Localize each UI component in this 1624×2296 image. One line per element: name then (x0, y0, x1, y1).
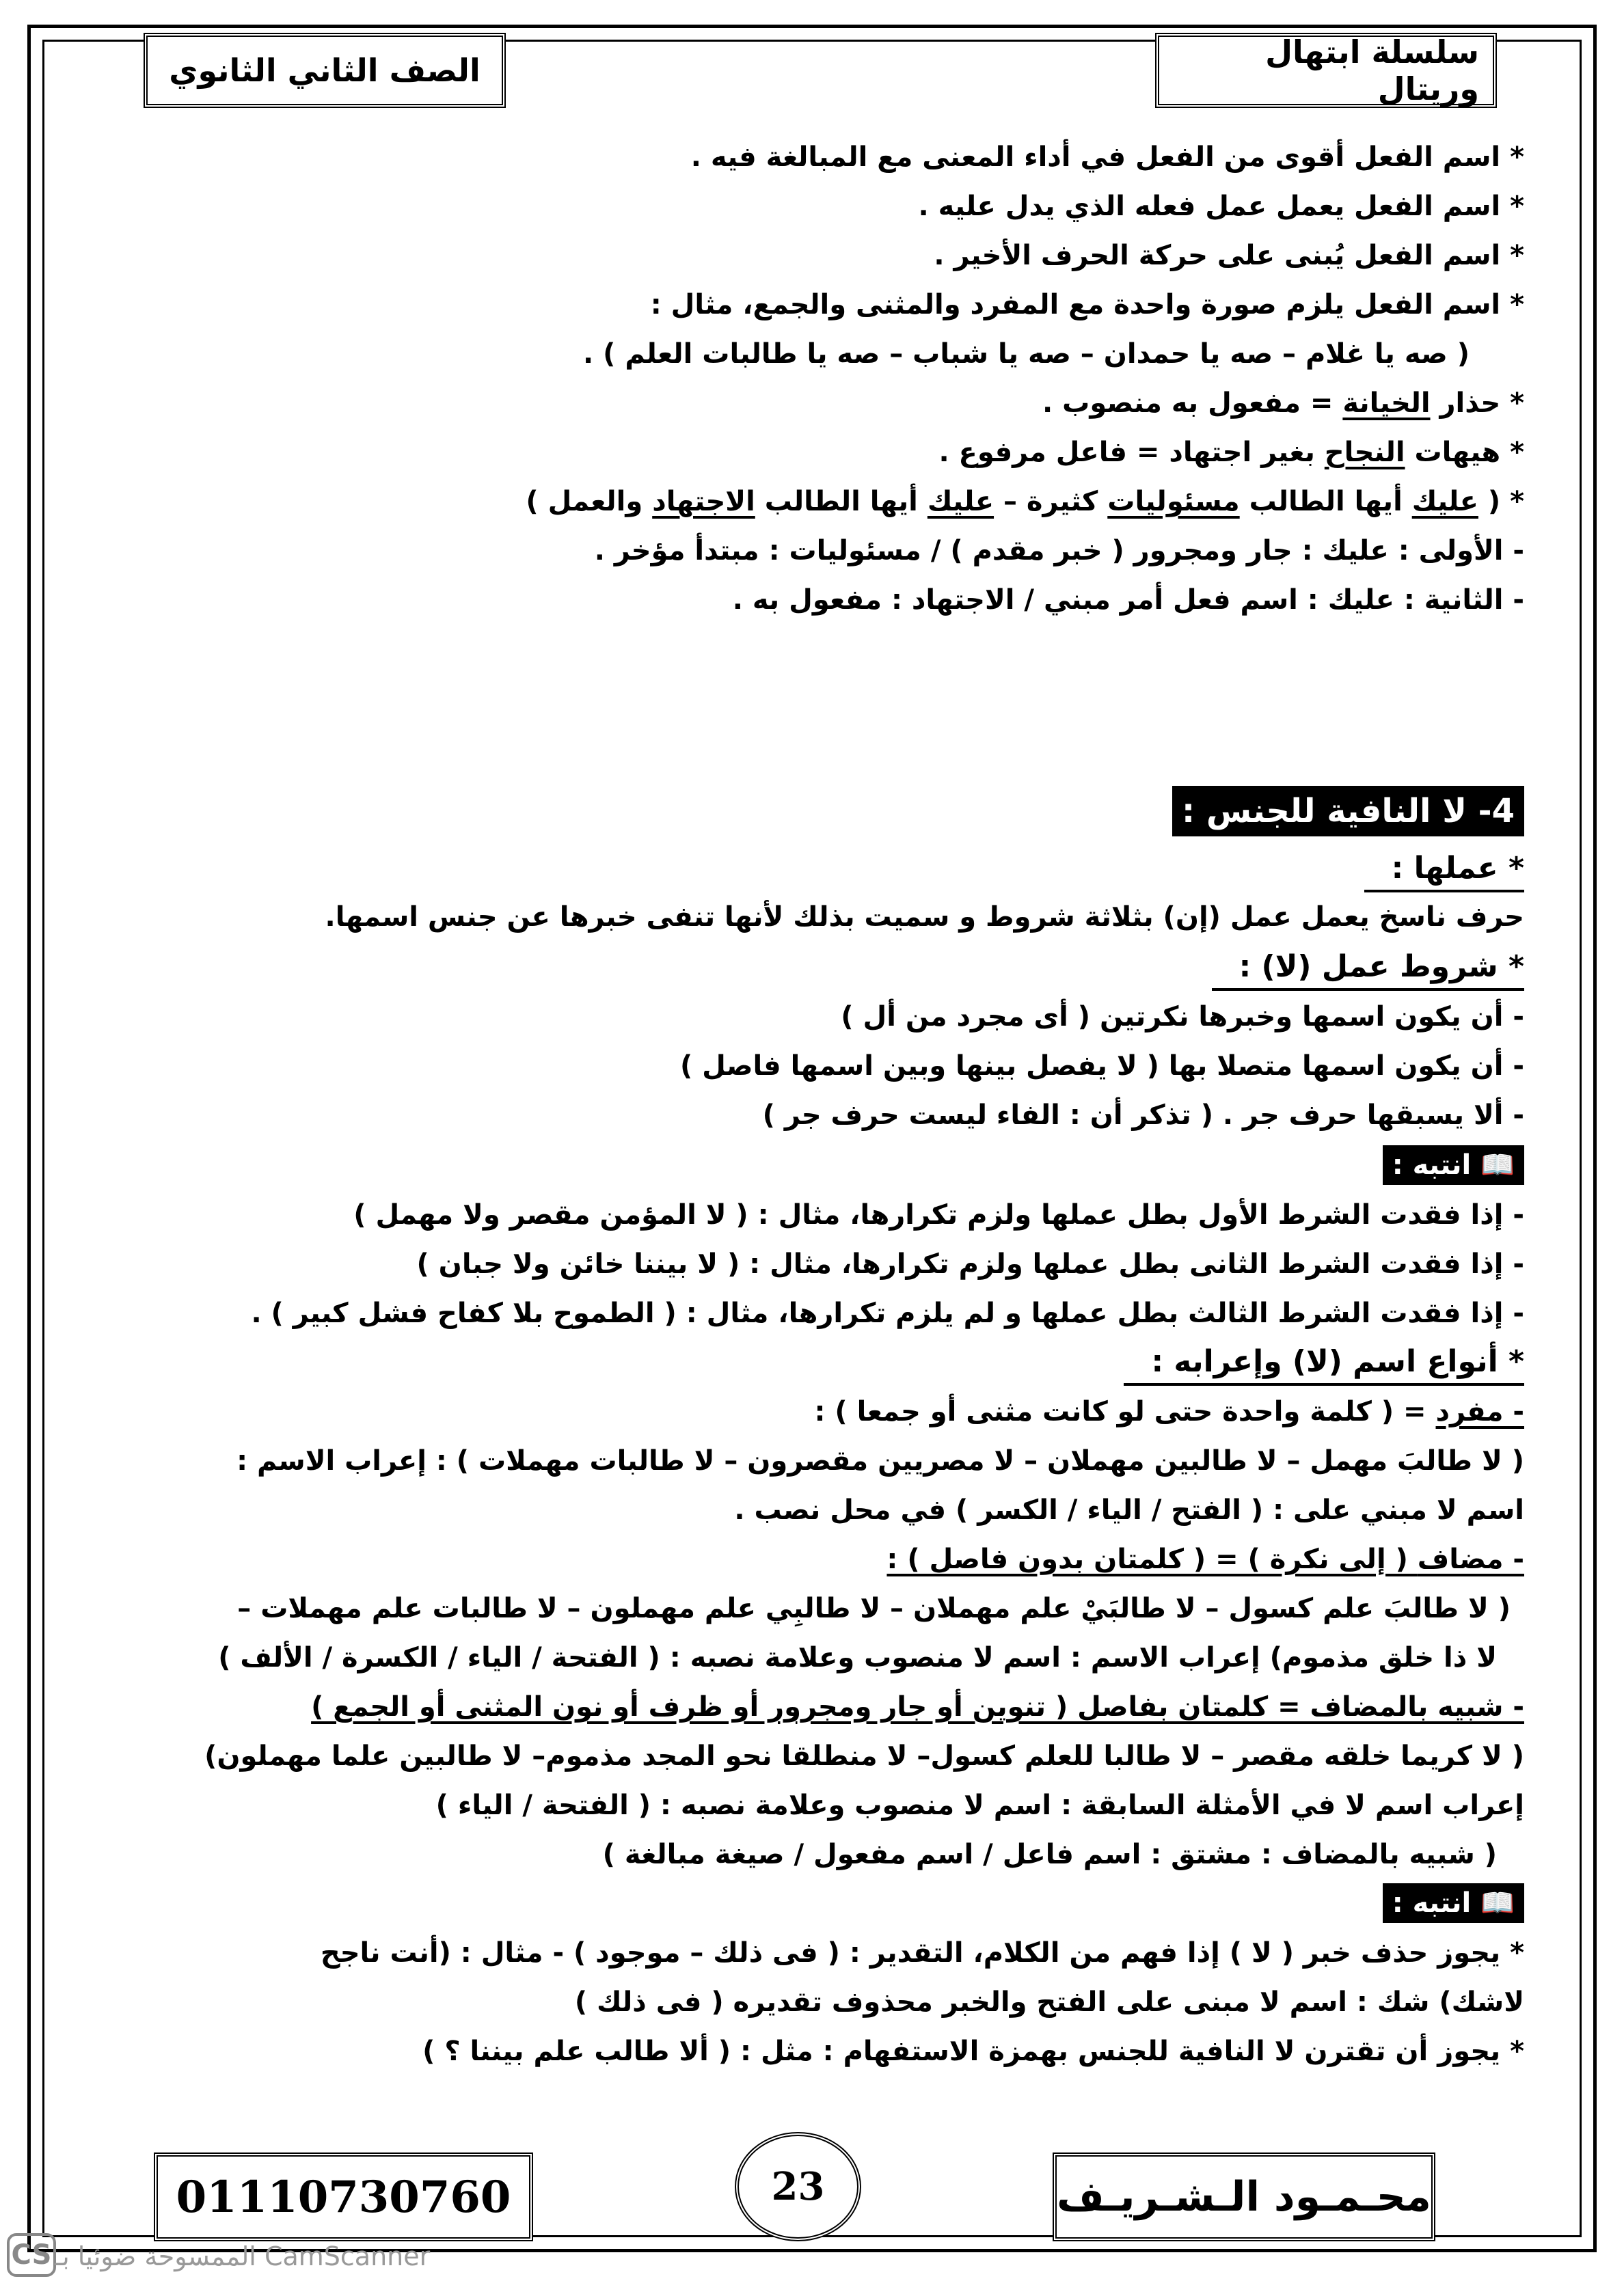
camscanner-logo (7, 2233, 56, 2277)
grade-title: الصف الثاني الثانوي (169, 52, 481, 89)
text-line: ( شبيه بالمضاف : مشتق : اسم فاعل / اسم مفعول / صيغة مبالغة ) (602, 1839, 1497, 1870)
camscanner-watermark: الممسوحة ضوئيا بـ CamScanner (55, 2241, 431, 2271)
text-line: حرف ناسخ يعمل عمل (إن) بثلاثة شروط و سميت بذلك لأنها تنفى خبرها عن جنس اسمها. (325, 901, 1524, 933)
line-part: بغير اجتهاد = فاعل مرفوع . (938, 437, 1325, 468)
text-line: ( صه يا غلام – صه يا حمدان – صه يا شباب – صه يا طالبات العلم ) . (583, 338, 1470, 370)
note-badge (1383, 1883, 1524, 1923)
phone-number: 01110730760 (176, 2171, 511, 2223)
book-icon: 📖 (1471, 1149, 1515, 1181)
underlined-word: النجاح (1324, 437, 1405, 468)
hadhar-line (1042, 383, 1524, 424)
text-line: ( لا طالبَ مهمل – لا طالبين مهملان – لا مصريين مقصرون – لا طالبات مهملات ) : إعراب الاسم : (236, 1445, 1524, 1477)
mudaf-line (887, 1539, 1524, 1580)
line-part: ( إلى نكرة ) = ( كلمتان بدون فاصل ) : (887, 1544, 1418, 1575)
camscanner-logo-text: CS (11, 2239, 52, 2271)
text-line: ( لا كريما خلقه مقصر – لا طالبا للعلم كسول– لا منطلقا نحو المجد مذموم– لا طالبين علما مهملون) (204, 1740, 1524, 1772)
text-line: إعراب اسم لا في الأمثلة السابقة : اسم لا منصوب وعلامة نصبه : ( الفتحة / الياء ) (435, 1790, 1524, 1821)
line-part: والعمل ) (526, 486, 653, 517)
line-part: * ( (1478, 486, 1524, 517)
note-item: - إذا فقدت الشرط الثالث بطل عملها و لم يلزم تكرارها، مثال : ( الطموح بلا كفاح فشل كبير ) . (251, 1298, 1524, 1329)
page-number: 23 (771, 2164, 825, 2209)
underlined-word: - مفرد (1435, 1396, 1524, 1427)
line-part: أيها الطالب (1239, 486, 1412, 517)
author-box (1053, 2152, 1435, 2241)
line-part: * حذار (1430, 387, 1524, 419)
work-heading: * عملها : (1364, 847, 1524, 892)
text-line: * اسم الفعل يُبنى على حركة الحرف الأخير . (934, 240, 1524, 271)
hayhat-line (938, 432, 1524, 473)
text-line: - الثانية : عليك : اسم فعل أمر مبني / الاجتهاد : مفعول به . (732, 584, 1524, 616)
underlined-word: عليك (927, 486, 994, 517)
underlined-word: الاجتهاد (652, 486, 755, 517)
note-item: - إذا فقدت الشرط الثانى بطل عملها ولزم تكرارها، مثال : ( لا بيننا خائن ولا جبان ) (416, 1248, 1524, 1280)
condition-item: - ألا يسبقها حرف جر . ( تذكر أن : الفاء ليست حرف جر ) (762, 1099, 1524, 1131)
phone-box (154, 2152, 533, 2241)
page-number-circle (735, 2132, 861, 2241)
line-part: كثيرة – (994, 486, 1108, 517)
book-icon: 📖 (1471, 1887, 1515, 1919)
line-part: = مفعول به منصوب . (1042, 387, 1343, 419)
condition-item: - أن يكون اسمها متصلا بها ( لا يفصل بينها وبين اسمها فاصل ) (679, 1050, 1524, 1082)
note-item: * يجوز أن تقترن لا النافية للجنس بهمزة الاستفهام : مثل : ( ألا طالب علم بيننا ؟ ) (422, 2036, 1524, 2067)
note-item: لاشك) شك : اسم لا مبنى على الفتح والخبر محذوف تقديره ( فى ذلك ) (574, 1986, 1524, 2018)
line-part: * هيهات (1405, 437, 1524, 468)
series-title: سلسلة ابتهال وريتال (1265, 33, 1479, 107)
note-label: انتبه : (1392, 1149, 1472, 1181)
underlined-word: مسئوليات (1107, 486, 1240, 517)
text-line: * اسم الفعل يلزم صورة واحدة مع المفرد والمثنى والجمع، مثال : (650, 289, 1524, 320)
note-item: - إذا فقدت الشرط الأول بطل عملها ولزم تكرارها، مثال : ( لا المؤمن مقصر ولا مهمل ) (353, 1199, 1524, 1231)
line-part: = ( كلمة واحدة حتى لو كانت مثنى أو جمعا ) : (814, 1396, 1436, 1427)
conditions-heading: * شروط عمل (لا) : (1212, 946, 1524, 991)
text-line: اسم لا مبني على : ( الفتح / الياء / الكسر ) في محل نصب . (734, 1494, 1524, 1526)
text-line: * اسم الفعل أقوى من الفعل في أداء المعنى مع المبالغة فيه . (690, 141, 1524, 173)
mufrad-line (814, 1391, 1524, 1432)
types-heading: * أنواع اسم (لا) وإعرابه : (1124, 1341, 1524, 1386)
note-label: انتبه : (1392, 1887, 1472, 1919)
text-line: * اسم الفعل يعمل عمل فعله الذي يدل عليه . (918, 191, 1524, 222)
alayka-line (526, 481, 1524, 522)
shabih-line: - شبيه بالمضاف = كلمتان بفاصل ( تنوين أو جار ومجرور أو ظرف أو نون المثنى أو الجمع ) (311, 1691, 1524, 1723)
condition-item: - أن يكون اسمها وخبرها نكرتين ( أى مجرد من أل ) (841, 1001, 1524, 1033)
underlined-word: الخيانة (1342, 387, 1431, 419)
author-name: محـمـود الـشـريـف (1057, 2173, 1431, 2221)
note-item: * يجوز حذف خبر ( لا ) إذا فهم من الكلام، التقدير : ( فى ذلك – موجود ) - مثال : (أنت ناجح (320, 1937, 1524, 1969)
section-title: 4- لا النافية للجنس : (1172, 786, 1524, 836)
text-line: ( لا طالبَ علم كسول – لا طالبَيْ علم مهملان – لا طالبِي علم مهملون – لا طالبات علم مهملات – (237, 1593, 1511, 1624)
page-content (68, 0, 1524, 2146)
note-badge (1383, 1145, 1524, 1185)
underlined-word: عليك (1411, 486, 1478, 517)
line-part: أيها الطالب (755, 486, 928, 517)
text-line: - الأولى : عليك : جار ومجرور ( خبر مقدم ) / مسئوليات : مبتدأ مؤخر . (594, 535, 1524, 566)
underlined-word: - مضاف (1417, 1544, 1524, 1575)
text-line: لا ذا خلق مذموم) إعراب الاسم : اسم لا منصوب وعلامة نصبه : ( الفتحة / الياء / الكسرة / الألف ) (218, 1642, 1497, 1673)
